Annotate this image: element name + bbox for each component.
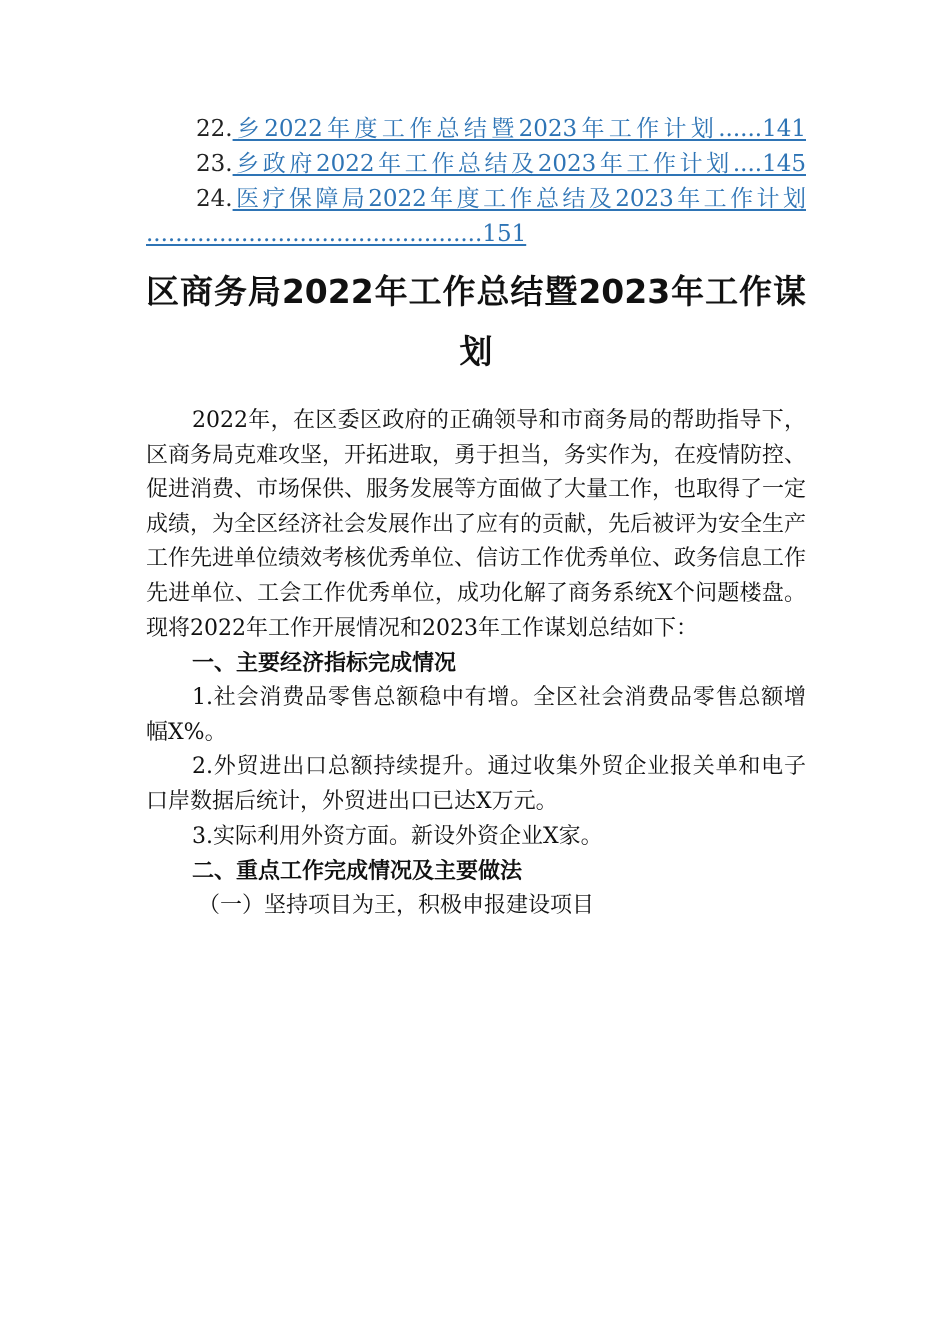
toc-entry-link[interactable]: 乡政府2022年工作总结及2023年工作计划....145 [232,151,806,177]
section-1-item-1: 1.社会消费品零售总额稳中有增。全区社会消费品零售总额增幅X%。 [146,685,806,745]
toc-entry-link[interactable]: 乡2022年度工作总结暨2023年工作计划......141 [232,116,806,142]
section-2-heading: 二、重点工作完成情况及主要做法 [192,859,523,885]
section-1-heading: 一、主要经济指标完成情况 [192,651,457,677]
document-title: 区商务局2022年工作总结暨2023年工作谋划 [146,272,806,371]
toc-entry-22[interactable] [146,112,806,147]
toc-entry-24[interactable] [146,182,806,217]
section-1-item-2: 2.外贸进出口总额持续提升。通过收集外贸企业报关单和电子口岸数据后统计，外贸进出口已达X万元。 [146,754,806,815]
section-2-subheading-1: （一）坚持项目为王，积极申报建设项目 [198,893,595,919]
document-page [146,112,806,923]
section-1-item-3: 3.实际利用外资方面。新设外资企业X家。 [192,823,603,849]
toc-entry-number: 22. [196,116,233,142]
toc-entry-number: 23. [196,151,233,177]
toc-entry-23[interactable] [146,147,806,182]
toc-entry-number: 24. [196,186,233,212]
toc-entry-24-continuation[interactable] [146,217,806,252]
toc-leader-page-number[interactable]: ..............................................151 [146,221,527,247]
table-of-contents [146,112,806,252]
intro-paragraph: 2022年，在区委区政府的正确领导和市商务局的帮助指导下，区商务局克难攻坚，开拓进取，勇于担当，务实作为，在疫情防控、促进消费、市场保供、服务发展等方面做了大量工作，也取得了一定成绩，为全区经济社会发展作出了应有的贡献，先后被评为安全生产工作先进单位绩效考核优秀单位、信访工作优秀单位、政务信息工作先进单位、工会工作优秀单位，成功化解了商务系统X个问题楼盘。现将2022年工作开展情况和2023年工作谋划总结如下： [146,408,807,641]
toc-entry-link[interactable]: 医疗保障局2022年度工作总结及2023年工作计划 [232,186,806,212]
